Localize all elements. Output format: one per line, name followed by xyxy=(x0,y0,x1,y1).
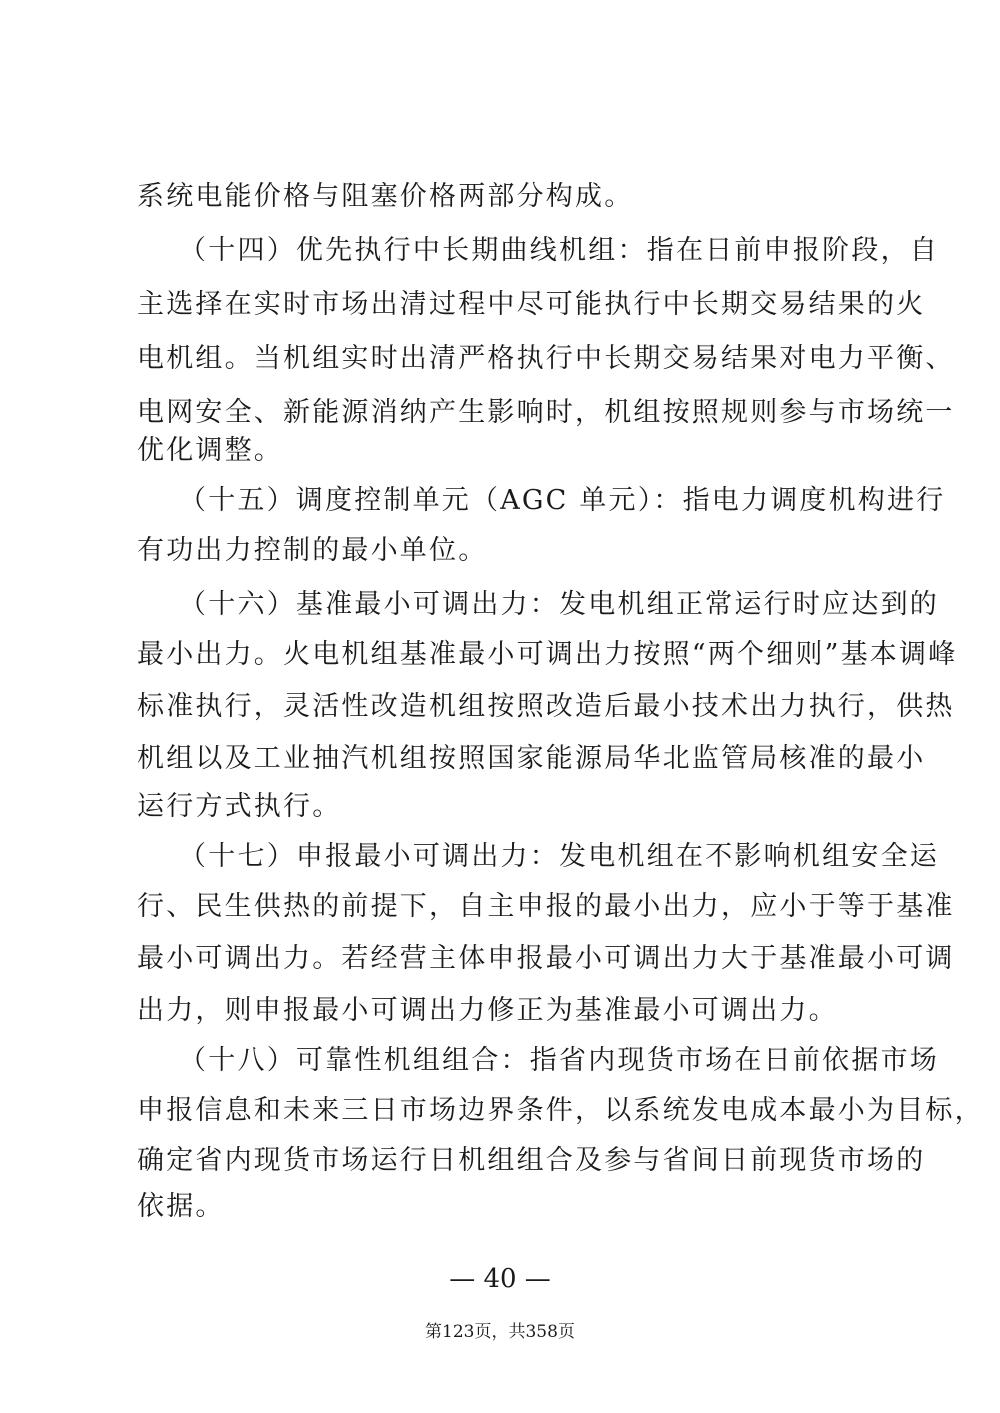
paragraph-line: （十七）申报最小可调出力：发电机组在不影响机组安全运 xyxy=(179,841,939,872)
paragraph-line: （十六）基准最小可调出力：发电机组正常运行时应达到的 xyxy=(179,589,939,620)
paragraph-line: 机组以及工业抽汽机组按照国家能源局华北监管局核准的最小 xyxy=(137,743,926,774)
paragraph-line: 有功出力控制的最小单位。 xyxy=(137,535,488,566)
paragraph-line: 系统电能价格与阻塞价格两部分构成。 xyxy=(137,181,634,212)
page-footer: 第123页，共358页 xyxy=(425,1322,575,1342)
paragraph-line: （十五）调度控制单元（AGC 单元）：指电力调度机构进行 xyxy=(179,485,946,516)
paragraph-line: 电机组。当机组实时出清严格执行中长期交易结果对电力平衡、 xyxy=(137,343,955,374)
paragraph-line: 最小可调出力。若经营主体申报最小可调出力大于基准最小可调 xyxy=(137,943,955,974)
paragraph-line: 依据。 xyxy=(137,1191,225,1222)
paragraph-line: 行、民生供热的前提下，自主申报的最小出力，应小于等于基准 xyxy=(137,891,955,922)
page-number: — 40 — xyxy=(449,1264,551,1294)
paragraph-line: （十四）优先执行中长期曲线机组：指在日前申报阶段，自 xyxy=(179,235,939,266)
paragraph-line: （十八）可靠性机组组合：指省内现货市场在日前依据市场 xyxy=(179,1045,939,1076)
paragraph-line: 标准执行，灵活性改造机组按照改造后最小技术出力执行，供热 xyxy=(137,691,955,722)
paragraph-line: 电网安全、新能源消纳产生影响时，机组按照规则参与市场统一 xyxy=(137,397,955,428)
paragraph-line: 优化调整。 xyxy=(137,435,283,466)
paragraph-line: 确定省内现货市场运行日机组组合及参与省间日前现货市场的 xyxy=(137,1145,926,1176)
paragraph-line: 出力，则申报最小可调出力修正为基准最小可调出力。 xyxy=(137,995,838,1026)
paragraph-line: 主选择在实时市场出清过程中尽可能执行中长期交易结果的火 xyxy=(137,289,926,320)
paragraph-line: 运行方式执行。 xyxy=(137,791,342,822)
paragraph-line: 申报信息和未来三日市场边界条件，以系统发电成本最小为目标， xyxy=(137,1095,984,1126)
paragraph-line: 最小出力。火电机组基准最小可调出力按照“两个细则”基本调峰 xyxy=(137,639,958,670)
